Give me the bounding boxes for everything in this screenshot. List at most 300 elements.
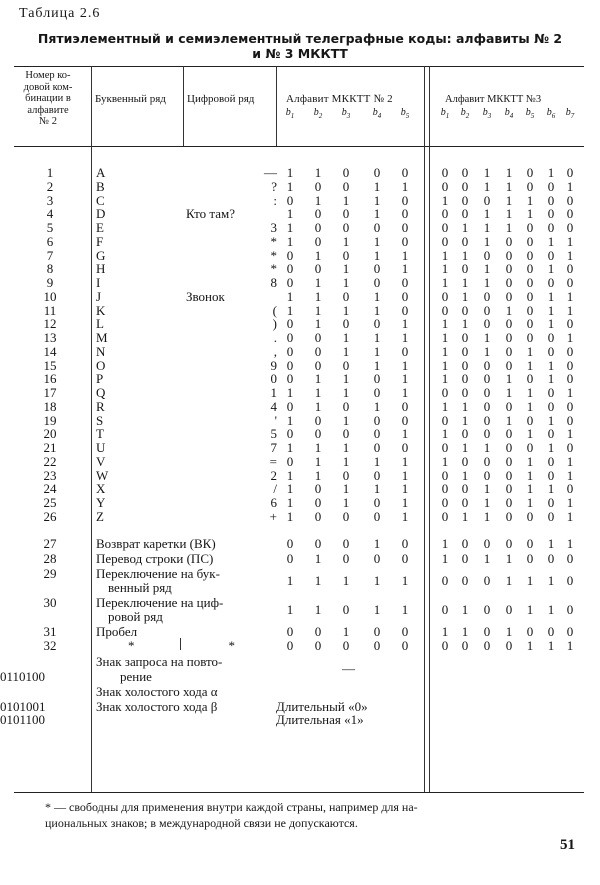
code5-bit: 0 [314,481,322,496]
bit-label: $b_7$ [565,107,575,120]
code7-bit: 1 [566,638,574,653]
row-number: 12 [43,316,57,331]
code7-bit: 0 [505,248,513,263]
letter-cell-line2: венный ряд [108,580,172,595]
code7-bit: 0 [38,669,46,684]
code5-bit: 1 [401,385,409,400]
code5-bit: 1 [314,275,322,290]
code7-bit: 0 [483,358,491,373]
code5-bit: 0 [401,220,409,235]
row-number: 24 [43,481,57,496]
code7-bit: 0 [441,573,449,588]
code5-bit: 1 [401,454,409,469]
code7-bit: 1 [526,385,534,400]
code5-bit: 0 [314,624,322,639]
header-alphabet3: Алфавит МККТТ №3 [445,94,542,105]
letter-cell: L [96,316,104,331]
code7-bit: 1 [25,712,33,727]
code5-bit: 1 [401,358,409,373]
code5-bit: 0 [286,344,294,359]
code7-bit: 1 [566,179,574,194]
table-row [0,207,600,220]
code7-bit: 1 [461,468,469,483]
code5-bit: 1 [373,573,381,588]
code5-bit: 1 [401,426,409,441]
code7-bit: 0 [461,358,469,373]
row-number: 32 [43,638,57,653]
code7-bit: 0 [505,426,513,441]
row-number: 18 [43,399,57,414]
table-row [0,639,600,652]
code7-bit: 0 [547,509,555,524]
table-row [0,441,600,454]
code5-bit: 0 [314,261,322,276]
code7-bit: 0 [547,385,555,400]
code5-bit: 0 [342,358,350,373]
letter-cell: * [128,638,135,653]
code5-bit: 0 [342,289,350,304]
code7-bit: 0 [461,165,469,180]
code5-bit: 0 [373,624,381,639]
code5-bit: 1 [373,248,381,263]
code5-bit: 0 [286,248,294,263]
code5-bit: 1 [314,440,322,455]
code5-bit: 0 [342,468,350,483]
code7-bit: 0 [547,220,555,235]
page-number: 51 [560,837,575,853]
code5-bit: 0 [314,413,322,428]
code5-bit: 0 [401,193,409,208]
table-row [0,496,600,509]
bit-label: $b_1$ [440,107,450,120]
code7-bit: 0 [19,669,26,684]
table-title-line1: Пятиэлементный и семиэлементный телеграфные коды: алфавиты № 2 [37,31,563,46]
code5-bit: 1 [373,481,381,496]
code7-bit: 1 [483,165,491,180]
row-number: 13 [43,330,57,345]
code5-bit: 1 [373,193,381,208]
code7-bit: 0 [441,481,449,496]
code5-bit: 0 [401,536,409,551]
letter-cell: X [96,481,106,496]
code7-bit: 0 [526,316,534,331]
code7-bit: 0 [0,712,7,727]
code7-bit: 0 [441,165,449,180]
code5-bit: 1 [286,303,294,318]
bit-label: $b_4$ [504,107,514,120]
code5-bit: 0 [314,234,322,249]
code7-bit: 0 [566,261,574,276]
code7-bit: 0 [461,536,469,551]
code5-bit: 0 [286,358,294,373]
code7-bit: 0 [461,481,469,496]
code7-bit: 0 [547,248,555,263]
digit-cell: 4 [270,399,277,414]
code7-bit: 1 [526,399,534,414]
code7-bit: 0 [566,602,574,617]
code5-bit: 0 [286,261,294,276]
code7-bit: 0 [526,509,534,524]
code5-bit: 0 [286,536,294,551]
code5-bit: 0 [342,602,350,617]
code7-bit: 0 [505,344,513,359]
code7-bit: 0 [505,536,513,551]
code7-bit: 1 [461,624,469,639]
code7-bit: 1 [547,371,555,386]
code5-bit: 1 [314,248,322,263]
code7-bit: 0 [526,275,534,290]
code7-bit: 0 [526,536,534,551]
code7-bit: 0 [505,399,513,414]
row-number: 21 [43,440,57,455]
code7-bit: 0 [526,413,534,428]
letter-cell: E [96,220,104,235]
letter-cell: V [96,454,106,469]
request-label-line1: Знак запроса на повто- [96,654,223,669]
code5-bit: 0 [314,206,322,221]
code7-bit: 1 [461,220,469,235]
code7-bit: 1 [526,495,534,510]
table-row [0,262,600,275]
code7-bit: 0 [505,602,513,617]
row-number: 1 [46,165,54,180]
code5-bit: 0 [401,234,409,249]
letter-cell: F [96,234,104,249]
code7-bit: 1 [6,699,13,714]
code7-bit: 0 [13,712,20,727]
digit-cell: ? [271,179,277,194]
code5-bit: 0 [373,638,381,653]
digit-cell: Кто там? [186,206,236,221]
code7-bit: 0 [526,371,534,386]
code5-bit: 0 [342,551,350,566]
digit-cell: Звонок [186,289,225,304]
request-label-line2: рение [120,669,152,684]
table-row [0,400,600,413]
code7-bit: 0 [461,371,469,386]
letter-cell: P [96,371,104,386]
letter-cell: S [96,413,104,428]
code7-bit: 1 [483,220,491,235]
code5-bit: 1 [314,551,322,566]
letter-cell: A [96,165,106,180]
table-row [0,180,600,193]
code5-bit: 1 [401,330,409,345]
table-row [0,386,600,399]
table-row [0,331,600,344]
code7-bit: 1 [461,602,469,617]
code7-bit: 1 [505,551,513,566]
code7-bit: 1 [547,440,555,455]
code7-bit: 1 [547,261,555,276]
row-number: 16 [43,371,57,386]
code7-bit: 0 [483,289,491,304]
code7-bit: 1 [526,426,534,441]
code5-bit: 1 [314,454,322,469]
code7-bit: 0 [526,165,534,180]
code7-bit: 1 [12,669,20,684]
code7-bit: 0 [461,638,469,653]
code7-bit: 1 [483,481,491,496]
code7-bit: 0 [483,454,491,469]
table-row [0,552,600,565]
code5-bit: 1 [286,602,294,617]
letter-cell: Переключение на циф- [96,595,224,610]
code5-bit: 1 [314,385,322,400]
code7-bit: 1 [566,330,574,345]
code5-bit: 0 [401,289,409,304]
code7-bit: 1 [505,413,513,428]
code7-bit: 0 [547,206,555,221]
code5-bit: 0 [314,220,322,235]
code7-bit: 1 [505,303,513,318]
code7-bit: 0 [483,413,491,428]
code7-bit: 1 [566,509,574,524]
code5-bit: 1 [286,206,294,221]
code7-bit: 0 [441,179,449,194]
code7-bit: 0 [566,220,574,235]
code5-bit: 1 [314,371,322,386]
code7-bit: 1 [483,330,491,345]
code7-bit: 0 [566,316,574,331]
letter-cell: R [96,399,105,414]
code7-bit: 0 [461,344,469,359]
code7-bit: 1 [526,602,534,617]
code5-bit: 0 [314,536,322,551]
row-number: 31 [43,624,57,639]
row-number: 2 [46,179,54,194]
request-code7 [0,670,45,683]
code5-bit: 1 [286,385,294,400]
table-row [0,625,600,638]
letter-cell: B [96,179,105,194]
row-number: 5 [46,220,54,235]
code5-bit: 0 [373,371,381,386]
code5-bit: 1 [401,261,409,276]
code7-bit: 1 [566,248,574,263]
code5-bit: 0 [373,275,381,290]
code7-bit: 0 [505,495,513,510]
row-number: 17 [43,385,57,400]
code5-bit: 1 [401,495,409,510]
code5-bit: 0 [314,495,322,510]
code7-bit: 0 [441,602,449,617]
code7-bit: 0 [483,624,491,639]
code7-bit: 1 [441,426,449,441]
code7-bit: 0 [566,413,574,428]
code7-bit: 0 [547,193,555,208]
bit-label: $b_5$ [525,107,535,120]
code5-bit: 1 [342,454,350,469]
code5-bit: 1 [401,179,409,194]
code5-bit: 0 [401,206,409,221]
code7-bit: 0 [483,248,491,263]
code7-bit: 1 [483,179,491,194]
code7-bit: 0 [441,440,449,455]
code5-bit: 1 [286,481,294,496]
code7-bit: 1 [505,624,513,639]
code5-bit: 0 [342,399,350,414]
code7-bit: 1 [566,454,574,469]
code7-bit: 1 [547,234,555,249]
row-number: 28 [43,551,57,566]
code7-bit: 0 [483,638,491,653]
code7-bit: 0 [461,234,469,249]
code5-bit: 1 [342,440,350,455]
code7-bit: 1 [483,551,491,566]
code7-bit: 1 [547,358,555,373]
header-alphabet2: Алфавит МККТТ № 2 [286,93,393,105]
letter-cell: Q [96,385,106,400]
code5-bit: 1 [342,330,350,345]
digit-cell: 2 [270,468,277,483]
digit-cell: ( [272,303,277,318]
code7-bit: 0 [505,481,513,496]
table-row [0,455,600,468]
code7-bit: 0 [461,573,469,588]
code7-bit: 1 [566,385,574,400]
idle-alpha-label: Знак холостого хода α [96,684,218,699]
code7-bit: 1 [526,193,534,208]
table-top-rule [14,66,584,67]
code5-bit: 0 [373,495,381,510]
code7-bit: 0 [566,206,574,221]
row-number: 8 [46,261,54,276]
code7-bit: 0 [483,468,491,483]
code5-bit: 0 [401,303,409,318]
code7-bit: 0 [547,624,555,639]
bit-label: $b_3$ [341,107,351,120]
code7-bit: 1 [441,316,449,331]
letter-cell: W [96,468,109,483]
code7-bit: 0 [566,358,574,373]
code7-bit: 1 [547,316,555,331]
code5-bit: 0 [314,330,322,345]
code7-bit: 1 [441,344,449,359]
digit-cell: — [264,165,277,180]
digit-cell: 5 [270,426,277,441]
code7-bit: 1 [547,165,555,180]
digit-cell: 3 [270,220,277,235]
table-row [0,290,600,303]
code5-bit: 0 [401,275,409,290]
letter-cell: O [96,358,106,373]
code5-bit: 1 [286,509,294,524]
digit-cell: 0 [270,371,277,386]
table-row [0,537,600,550]
letter-cell: T [96,426,104,441]
code5-bit: 1 [286,289,294,304]
code7-bit: 0 [566,624,574,639]
code7-bit: 1 [505,371,513,386]
code7-bit: 0 [483,573,491,588]
code5-bit: 1 [314,303,322,318]
code5-bit: 0 [342,248,350,263]
request-code5: — [342,661,355,676]
letter-cell: I [96,275,101,290]
table-row [0,221,600,234]
letter-cell: Z [96,509,104,524]
code5-bit: 1 [342,234,350,249]
row-number: 26 [43,509,57,524]
code5-bit: 0 [286,638,294,653]
code7-bit: 0 [441,385,449,400]
code5-bit: 0 [373,468,381,483]
code5-bit: 0 [401,440,409,455]
code7-bit: 1 [566,468,574,483]
table-row [0,166,600,179]
code5-bit: 1 [286,165,294,180]
code7-bit: 1 [483,206,491,221]
header-bottom-rule [14,146,584,147]
code7-bit: 0 [547,344,555,359]
code7-bit: 1 [441,193,449,208]
code7-bit: 1 [566,426,574,441]
code5-bit: 0 [373,165,381,180]
code7-bit: 0 [505,440,513,455]
letter-cell: C [96,193,105,208]
code7-bit: 1 [547,638,555,653]
letter-cell: G [96,248,106,263]
code7-bit: 1 [441,330,449,345]
code5-bit: 0 [401,624,409,639]
table-row [0,372,600,385]
digit-cell: / [273,481,277,496]
code5-bit: 1 [401,468,409,483]
code5-bit: 0 [342,536,350,551]
code7-bit: 0 [526,248,534,263]
code7-bit: 1 [566,495,574,510]
code5-bit: 0 [342,638,350,653]
code5-bit: 0 [314,344,322,359]
code5-bit: 1 [342,303,350,318]
code5-bit: 0 [286,371,294,386]
letter-cell: Пробел [96,624,138,639]
code7-bit: 1 [461,248,469,263]
code5-bit: 0 [342,206,350,221]
digit-cell: + [269,509,277,524]
code7-bit: 0 [547,468,555,483]
table-title-line2: и № 3 МККТТ [252,46,348,61]
code7-bit: 1 [526,454,534,469]
code5-bit: 1 [286,468,294,483]
table-bottom-rule [14,792,584,793]
code7-bit: 0 [526,261,534,276]
code5-bit: 1 [286,413,294,428]
code7-bit: 1 [505,385,513,400]
code5-bit: 0 [314,179,322,194]
code5-bit: 1 [314,289,322,304]
code5-bit: 0 [286,551,294,566]
code7-bit: 0 [547,330,555,345]
row-number: 27 [43,536,57,551]
code7-bit: 0 [483,426,491,441]
code7-bit: 1 [526,573,534,588]
code5-bit: 1 [314,316,322,331]
code7-bit: 0 [505,234,513,249]
code7-bit: 0 [526,289,534,304]
row-number: 3 [46,193,54,208]
code5-bit: 1 [342,371,350,386]
code7-bit: 0 [505,289,513,304]
bit-label: $b_6$ [546,107,556,120]
code7-bit: 1 [441,624,449,639]
code7-bit: 1 [526,344,534,359]
table-row [0,510,600,523]
code5-bit: 0 [373,426,381,441]
code5-bit: 0 [286,316,294,331]
code7-bit: 0 [461,261,469,276]
